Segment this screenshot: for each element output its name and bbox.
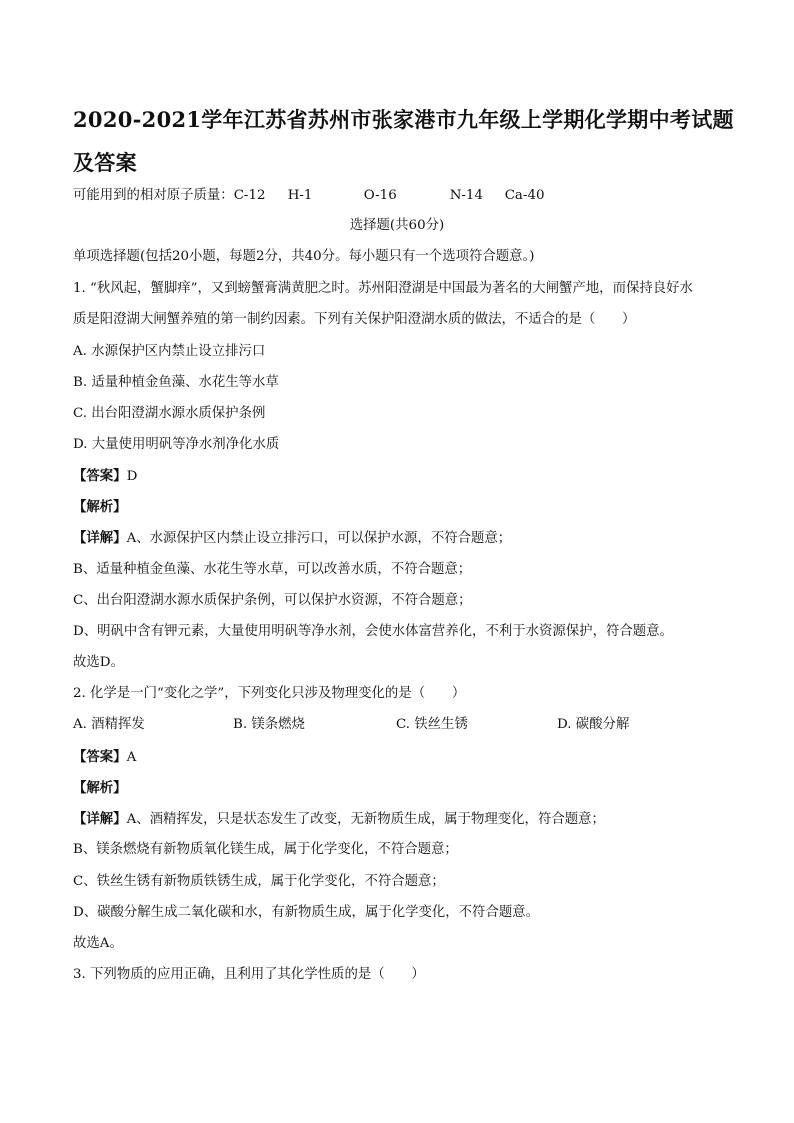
q1-option-a: A. 水源保护区内禁止设立排污口 [73, 344, 266, 359]
q2-detail-line1 [73, 810, 605, 829]
q1-analysis-tag: 【解析】 [73, 499, 127, 515]
q1-analysis [73, 498, 127, 517]
atomic-mass-h: H-1 [287, 188, 313, 203]
section-title: 选择题(共60分) [349, 218, 445, 233]
atomic-mass-ca: Ca-40 [504, 188, 545, 203]
q2-detail-line3: C、铁丝生锈有新物质铁锈生成，属于化学变化，不符合题意； [73, 874, 445, 889]
atomic-masses-line [73, 187, 544, 205]
q1-detail-tag: 【详解】 [73, 530, 127, 546]
q2-analysis-tag: 【解析】 [73, 780, 127, 796]
q1-stem-line2: 质是阳澄湖大闸蟹养殖的第一制约因素。下列有关保护阳澄湖水质的做法，不适合的是（ ） [73, 312, 636, 327]
document-title-line2: 及答案 [73, 150, 137, 175]
q2-detail-text1: A、酒精挥发，只是状态发生了改变，无新物质生成，属于物理变化，符合题意； [126, 812, 605, 827]
q1-conclusion: 故选D。 [73, 655, 124, 670]
q1-option-d: D. 大量使用明矾等净水剂净化水质 [73, 437, 280, 452]
q2-detail-line2: B、镁条燃烧有新物质氧化镁生成，属于化学变化，不符合题意； [73, 842, 458, 857]
q1-detail-line3: C、出台阳澄湖水源水质保护条例，可以保护水资源，不符合题意； [73, 593, 472, 608]
q2-option-c: C. 铁丝生锈 [396, 717, 468, 732]
q1-option-c: C. 出台阳澄湖水源水质保护条例 [73, 406, 266, 421]
q2-detail-line4: D、碳酸分解生成二氧化碳和水，有新物质生成，属于化学变化，不符合题意。 [73, 905, 540, 920]
q1-detail-line2: B、适量种植金鱼藻、水花生等水草，可以改善水质，不符合题意； [73, 562, 472, 577]
q2-option-a: A. 酒精挥发 [73, 717, 145, 732]
q1-answer-tag: 【答案】 [73, 468, 127, 484]
atomic-masses-label: 可能用到的相对原子质量： [73, 188, 234, 203]
q2-conclusion: 故选A。 [73, 936, 123, 951]
q2-answer-tag: 【答案】 [73, 749, 127, 765]
q2-stem: 2. 化学是一门“变化之学”，下列变化只涉及物理变化的是（ ） [73, 686, 466, 701]
q1-detail-text1: A、水源保护区内禁止设立排污口，可以保护水源，不符合题意； [126, 531, 512, 546]
q2-option-b: B. 镁条燃烧 [233, 717, 305, 732]
q1-detail-line1 [73, 529, 511, 548]
section-instruction: 单项选择题(包括20小题，每题2分，共40分。每小题只有一个选项符合题意。) [73, 249, 535, 264]
q1-answer [73, 467, 137, 486]
atomic-mass-c: C-12 [233, 188, 266, 203]
atomic-mass-n: N-14 [449, 188, 483, 203]
q1-detail-line4: D、明矾中含有钾元素，大量使用明矾等净水剂，会使水体富营养化，不利于水资源保护，符合题意。 [73, 624, 673, 639]
document-title-line1: 2020-2021学年江苏省苏州市张家港市九年级上学期化学期中考试题 [73, 107, 734, 132]
q1-stem-line1: 1. “秋风起，蟹脚痒”，又到螃蟹膏满黄肥之时。苏州阳澄湖是中国最为著名的大闸蟹产地，而保持良好水 [73, 281, 693, 296]
q2-detail-tag: 【详解】 [73, 811, 127, 827]
q2-option-d: D. 碳酸分解 [557, 717, 630, 732]
q1-option-b: B. 适量种植金鱼藻、水花生等水草 [73, 375, 279, 390]
q1-answer-value: D [126, 469, 138, 484]
q2-answer-value: A [126, 750, 137, 765]
atomic-mass-o: O-16 [363, 188, 397, 203]
q3-stem: 3. 下列物质的应用正确，且利用了其化学性质的是（ ） [73, 967, 425, 982]
q2-analysis [73, 779, 127, 798]
q2-answer [73, 748, 136, 767]
